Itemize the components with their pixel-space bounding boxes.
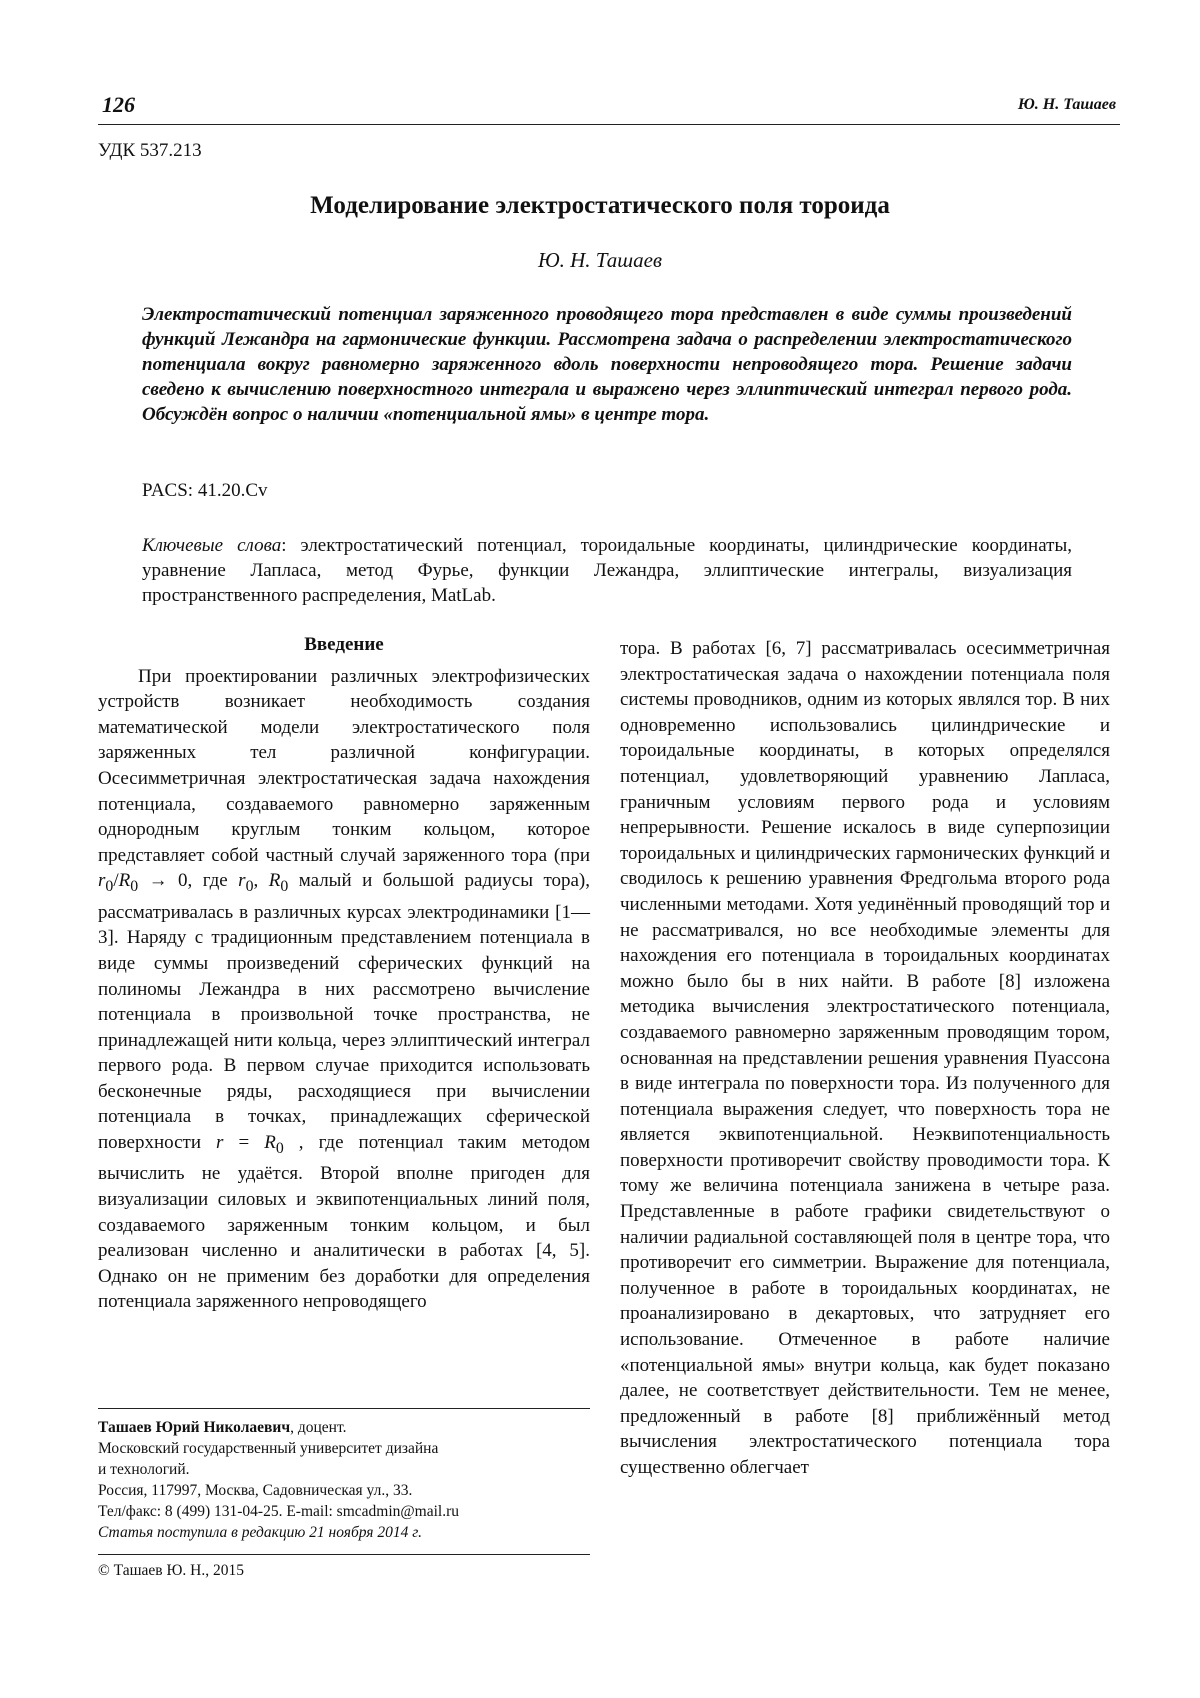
- article-author: Ю. Н. Ташаев: [537, 248, 663, 272]
- footnote-received-date: Статья поступила в редакцию 21 ноября 2014 г.: [98, 1524, 422, 1541]
- footnote-contacts: Тел/факс: 8 (499) 131-04-25. E-mail: smcadmin@mail.ru: [98, 1503, 460, 1520]
- copyright: © Ташаев Ю. Н., 2015: [98, 1562, 245, 1579]
- udk-code: УДК 537.213: [98, 140, 202, 161]
- abstract: Электростатический потенциал заряженного проводящего тора представлен в виде суммы произведений функций Лежандра на гармонические функции. Рассмотрена задача о распределении электростатического потенциала вокруг равномерно заряженного вдоль поверхности непроводящего тора. Решение задачи сведено к вычислению поверхностного интеграла и выражено через эллиптический интеграл первого рода. Обсуждён вопрос о наличии «потенциальной ямы» в центре тора.: [142, 304, 1072, 425]
- pacs-code: PACS: 41.20.Cv: [142, 480, 268, 501]
- article-title: Моделирование электростатического поля тороида: [310, 192, 890, 219]
- copyright-divider: [98, 1554, 590, 1555]
- keywords-label: Ключевые слова: [142, 535, 282, 556]
- footnote-org-line2: и технологий.: [98, 1461, 190, 1478]
- page-number: 126: [102, 92, 135, 117]
- right-column: [620, 636, 1110, 1481]
- section-heading: Введение: [304, 634, 384, 655]
- footnote-author-name: Ташаев Юрий Николаевич: [98, 1419, 291, 1436]
- footnote-position: , доцент.: [290, 1419, 347, 1436]
- footnote-divider: [98, 1408, 590, 1409]
- running-author: Ю. Н. Ташаев: [1017, 96, 1116, 113]
- keywords: [142, 533, 1072, 608]
- keywords-text: : электростатический потенциал, тороидальные координаты, цилиндрические координаты, уравнение Лапласа, метод Фурье, функции Лежандра, эллиптические интегралы, визуализация пространственного распределения, MatLab.: [142, 535, 1072, 606]
- running-header: [98, 88, 1120, 125]
- footnote-address: Россия, 117997, Москва, Садовническая ул., 33.: [98, 1482, 413, 1499]
- footnote-org-line1: Московский государственный университет дизайна: [98, 1440, 439, 1457]
- intro-paragraph-left: При проектировании различных электрофизических устройств возникает необходимость создания математической модели электростатического поля заряженных тел различной конфигурации. Осесимметричная электростатическая задача нахождения потенциала, создаваемого равномерно заряженным однородным круглым тонким кольцом, которое представляет собой частный случай заряженного тора (при $r_0/R_0 \to 0$, где $r_0$, $R_0$ малый и большой радиусы тора), рассматривалась в различных курсах электродинамики [1—3]. Наряду с традиционным представлением потенциала в виде суммы произведений сферических функций на полиномы Лежандра в них рассмотрено вычисление потенциала в произвольной точке пространства, не принадлежащей нити кольца, через эллиптический интеграл первого рода. В первом случае приходится использовать бесконечные ряды, расходящиеся при вычислении потенциала в точках, принадлежащих сферической поверхности $r = R_0$ , где потенциал таким методом вычислить не удаётся. Второй вполне пригоден для визуализации силовых и эквипотенциальных линий поля, создаваемого заряженным тонким кольцом, и был реализован численно и аналитически в работах [4, 5]. Однако он не применим без доработки для определения потенциала заряженного непроводящего: [98, 665, 591, 1313]
- left-column: [98, 634, 591, 1315]
- intro-paragraph-right: тора. В работах [6, 7] рассматривалась осесимметричная электростатическая задача о нахождении потенциала поля системы проводников, одним из которых являлся тор. В них одновременно использовались цилиндрические и тороидальные координаты, в которых определялся потенциал, удовлетворяющий уравнению Лапласа, граничным условиям первого рода и условиям непрерывности. Решение искалось в виде суперпозиции тороидальных и цилиндрических гармонических функций и сводилось к решению уравнения Фредгольма второго рода численными методами. Хотя уединённый проводящий тор и не рассматривался, но все необходимые элементы для нахождения его потенциала в тороидальных координатах можно было бы в них найти. В работе [8] изложена методика вычисления электростатического потенциала, создаваемого равномерно заряженным проводящим тором, основанная на представлении решения уравнения Пуассона в виде интеграла по поверхности тора. Из полученного для потенциала выражения следует, что поверхность тора не является эквипотенциальной. Неэквипотенциальность поверхности противоречит свойству проводимости тора. К тому же величина потенциала занижена в четыре раза. Представленные в работе графики свидетельствуют о наличии радиальной составляющей поля в центре тора, что противоречит его симметрии. Выражение для потенциала, полученное в работе в тороидальных координатах, не проанализировано в декартовых, что затрудняет его использование. Отмеченное в работе наличие «потенциальной ямы» внутри кольца, как будет показано далее, не соответствует действительности. Тем не менее, предложенный в работе [8] приближённый метод вычисления электростатического потенциала тора существенно облегчает: [620, 638, 1110, 1478]
- author-footnote: [98, 1417, 590, 1543]
